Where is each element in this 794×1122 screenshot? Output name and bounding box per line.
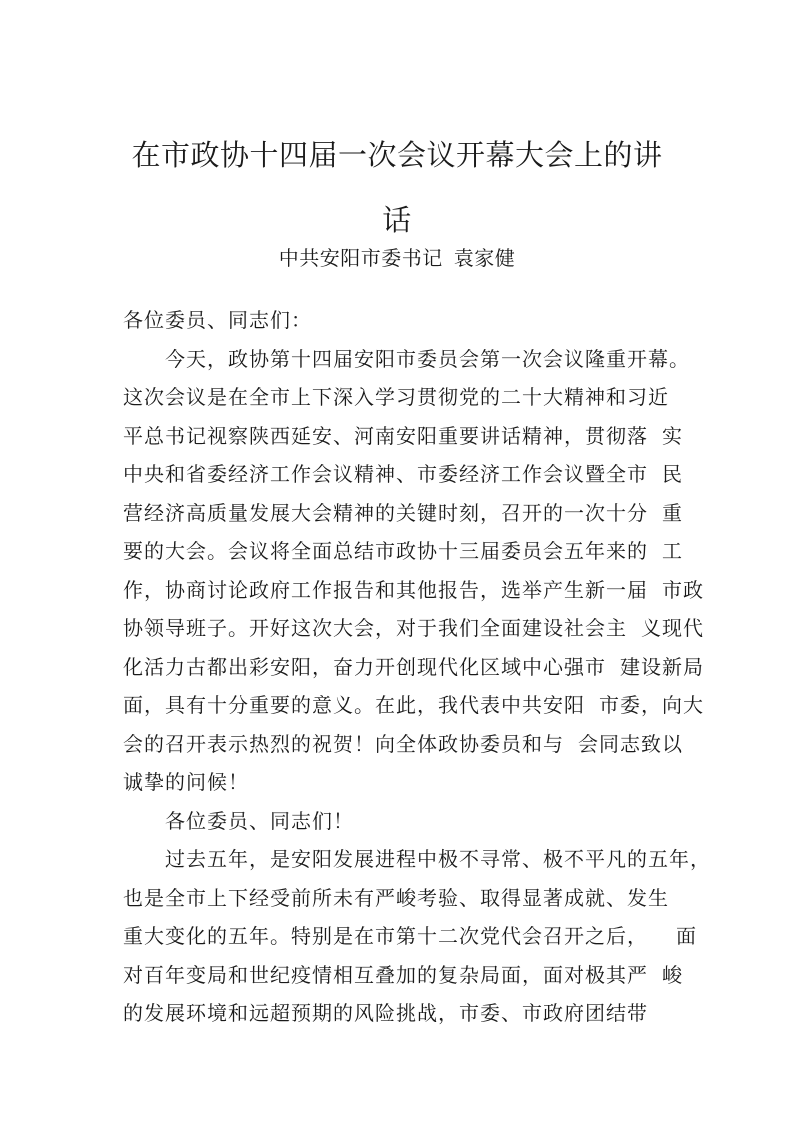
document-body: [123, 302, 723, 1034]
document-title: [0, 124, 794, 254]
body-line: 面，具有十分重要的意义。在此，我代表中共安阳 市委，向大: [123, 695, 704, 717]
body-line: 的发展环境和远超预期的风险挑战，市委、市政府团结带: [123, 1003, 648, 1025]
byline: 中共安阳市委书记 袁家健: [278, 248, 516, 270]
body-line: 化活力古都出彩安阳，奋力开创现代化区域中心强市 建设新局: [123, 656, 704, 679]
body-line: 诚挚的问候！: [123, 772, 249, 794]
body-line: 各位委员、同志们：: [123, 310, 312, 332]
body-line: 协领导班子。开好这次大会，对于我们全面建设社会主 义现代: [123, 618, 704, 640]
body-line: 要的大会。会议将全面总结市政协十三届委员会五年来的 工: [123, 541, 683, 563]
body-line: 这次会议是在全市上下深入学习贯彻党的二十大精神和习近: [123, 387, 669, 409]
body-line: 平总书记视察陕西延安、河南安阳重要讲话精神，贯彻落 实: [123, 425, 683, 448]
body-line: 今天，政协第十四届安阳市委员会第一次会议隆重开幕。: [165, 348, 690, 371]
document-title-line-1: 在市政协十四届一次会议开幕大会上的讲: [131, 140, 663, 172]
body-line: 营经济高质量发展大会精神的关键时刻，召开的一次十分 重: [123, 502, 683, 525]
body-line: 作，协商讨论政府工作报告和其他报告，选举产生新一届 市政: [123, 579, 704, 602]
body-line: 对百年变局和世纪疫情相互叠加的复杂局面，面对极其严 峻: [123, 964, 683, 987]
body-line: 中央和省委经济工作会议精神、市委经济工作会议暨全市 民: [123, 464, 683, 486]
body-line: 过去五年，是安阳发展进程中极不寻常、极不平凡的五年，: [165, 849, 711, 871]
body-line: 重大变化的五年。特别是在市第十二次党代会召开之后， 面: [123, 926, 697, 948]
body-line: 各位委员、同志们！: [165, 810, 354, 833]
body-line: 也是全市上下经受前所未有严峻考验、取得显著成就、发生: [123, 887, 669, 910]
document-title-line-2: 话: [382, 205, 412, 237]
body-line: 会的召开表示热烈的祝贺！向全体政协委员和与 会同志致以: [123, 733, 683, 756]
